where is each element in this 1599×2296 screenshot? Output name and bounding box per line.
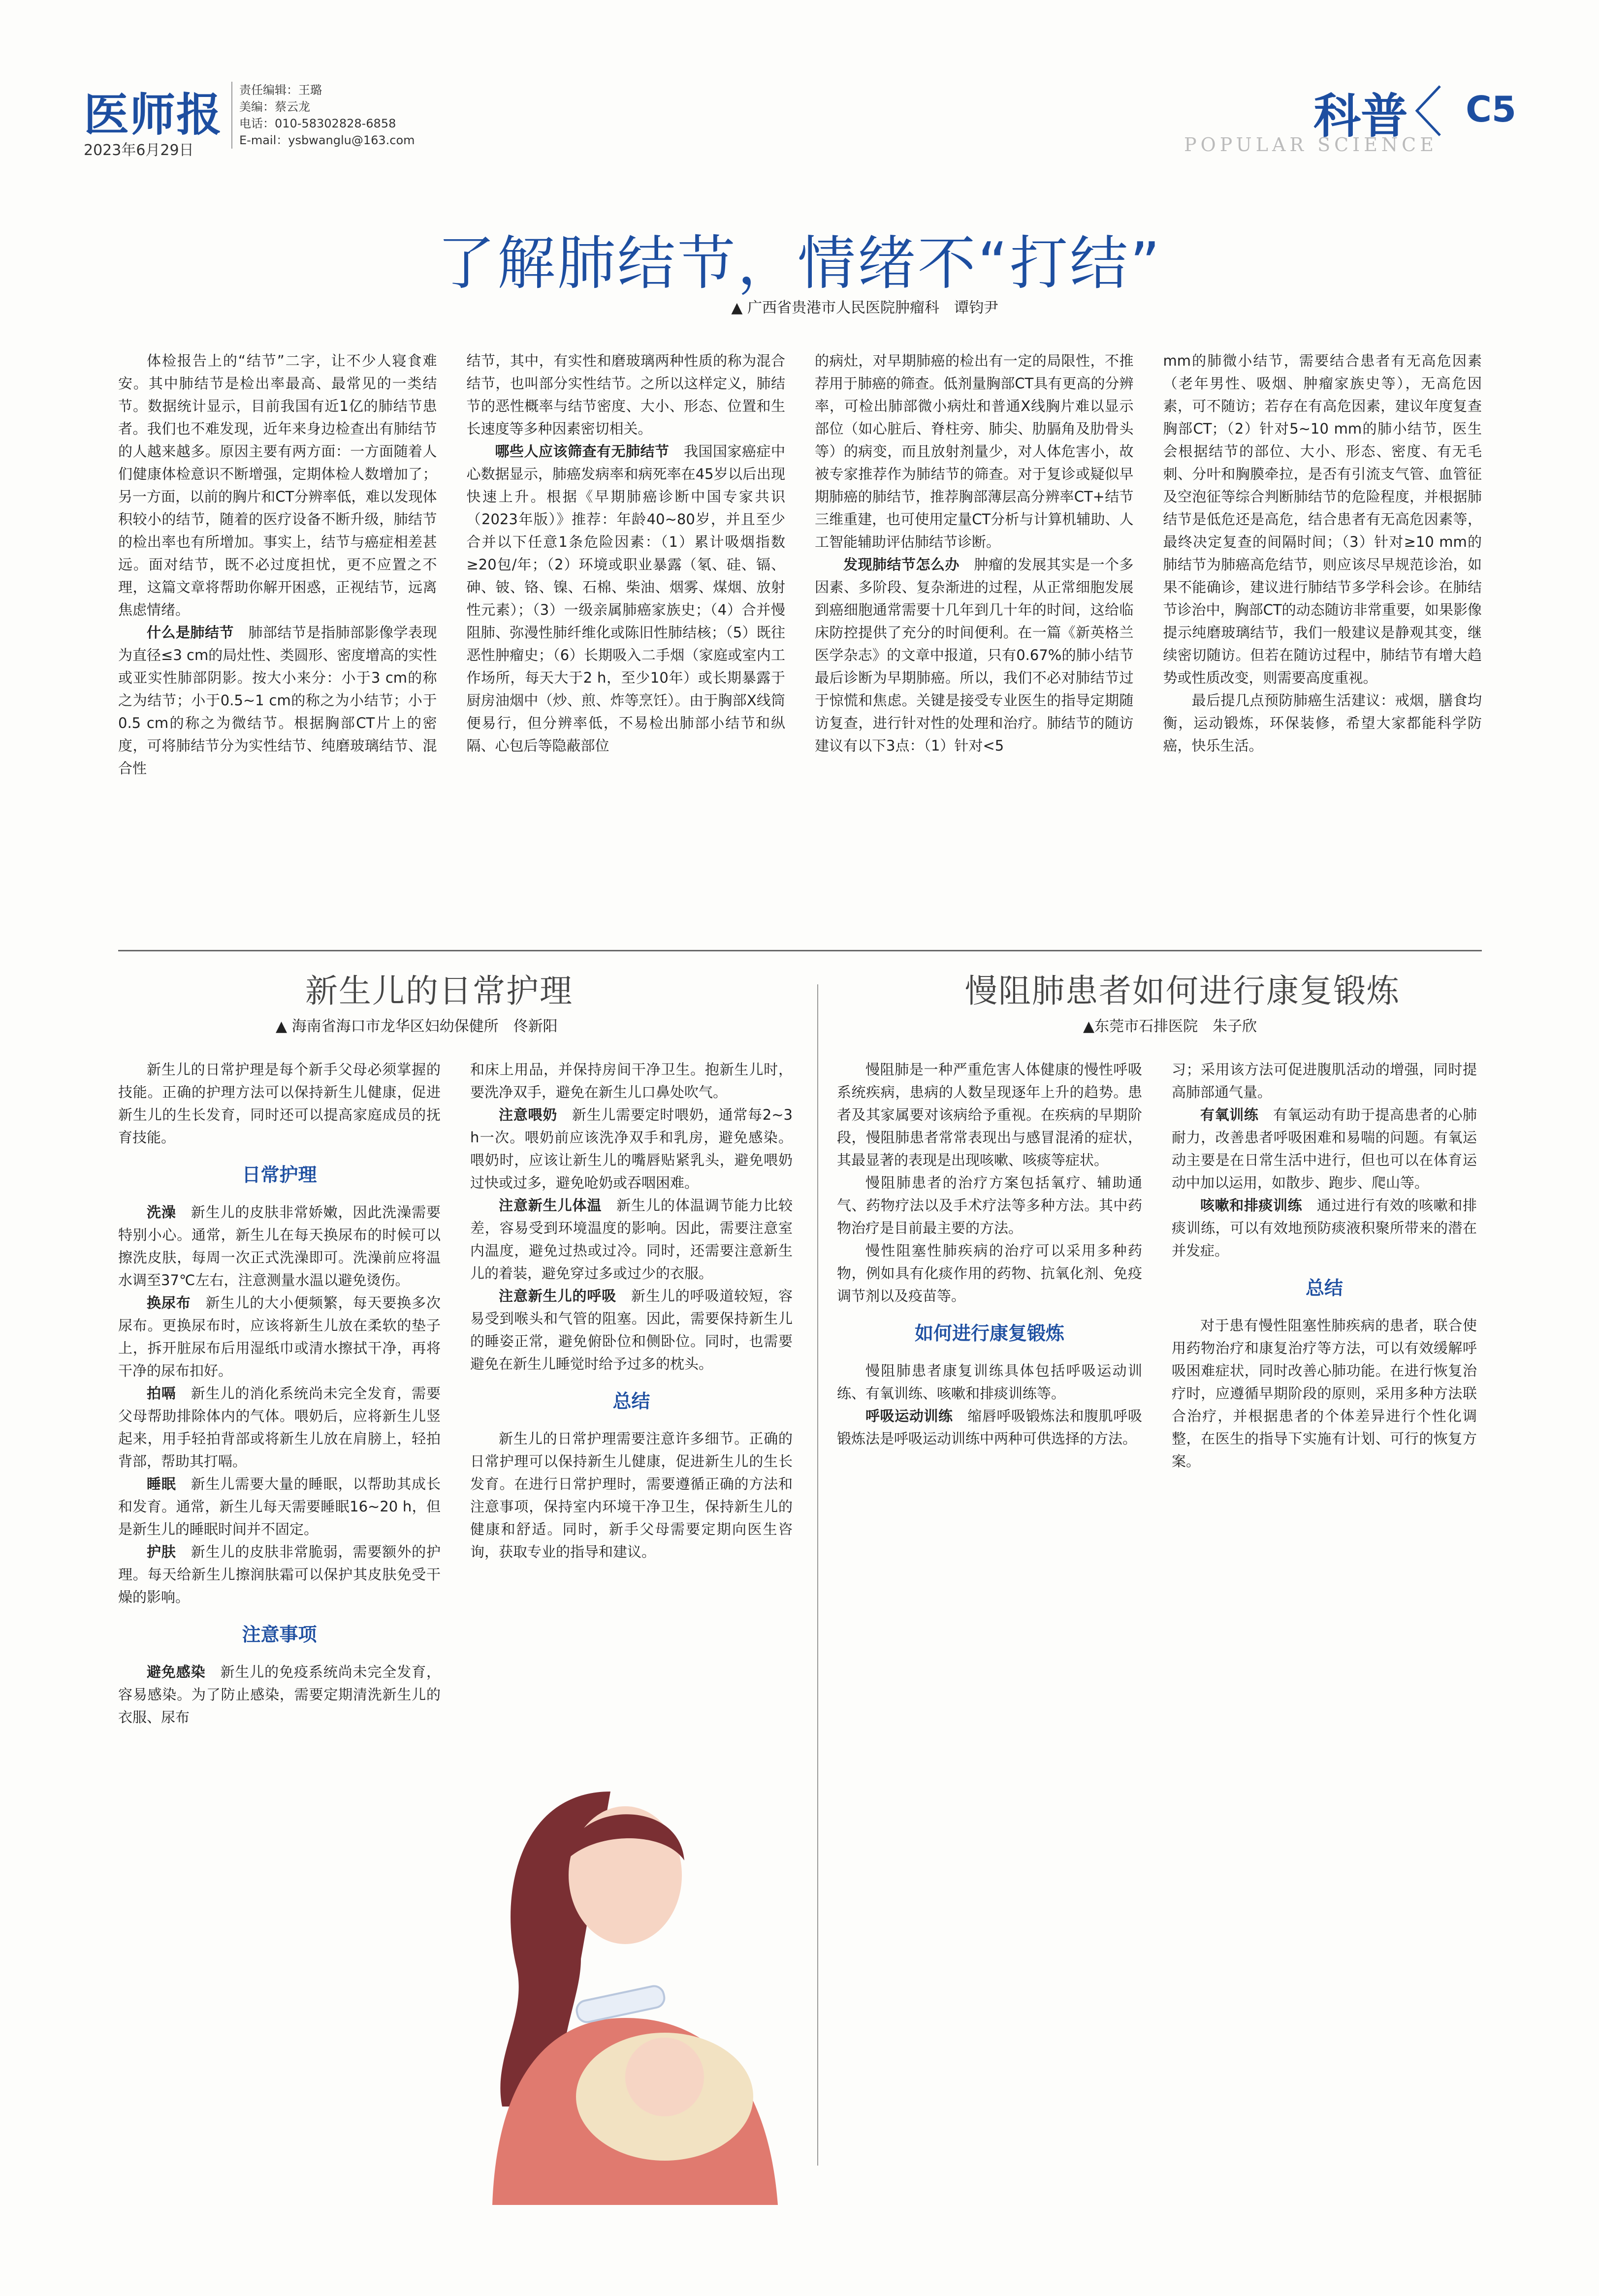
article-byline-newborn: ▲ 海南省海口市龙华区妇幼保健所 佟新阳 (276, 1018, 558, 1035)
article-byline-copd: ▲东莞市石排医院 朱子欣 (1083, 1018, 1257, 1035)
column: mm的肺微小结节，需要结合患者有无高危因素（老年男性、吸烟、肿瘤家族史等），无高危因素，可不随访；若存在有高危因素，建议年度复查胸部CT；（2）针对5~10 mm的肺小结节，医生会根据结节的部位、大小、形态、密度、有无毛刺、分叶和胸膜牵拉，是否有引流支气管、血管征及空泡征等综合判断肺结节的危险程度，并根据肺结节是低危还是高危，结合患者有无高危因素等，最终决定复查的间隔时间；（3）针对≥10 mm的肺结节为肺癌高危结节，则应该尽早规范诊治，如果不能确诊，建议进行肺结节多学科会诊。在肺结节诊治中，胸部CT的动态随访非常重要，如果影像提示纯磨玻璃结节，我们一般建议是静观其变，继续密切随访。但若在随访过程中，肺结节有增大趋势或性质改变，则需要高度重视。 最后提几点预防肺癌生活建议：戒烟，膳食均衡，运动锻炼，环保装修，希望大家都能科学防癌，快乐生活。 (1163, 352, 1482, 754)
column: 习；采用该方法可促进腹肌活动的增强，同时提高肺部通气量。 有氧训练 有氧运动有助于提高患者的心肺耐力，改善患者呼吸困难和易喘的问题。有氧运动主要是在日常生活中进行，但也可以在体育运动中加以运用，如散步、跑步、爬山等。 咳嗽和排痰训练 通过进行有效的咳嗽和排痰训练，可以有效地预防痰液积聚所带来的潜在并发症。 总结 对于患有慢性阻塞性肺疾病的患者，联合使用药物治疗和康复治疗等方法，可以有效缓解呼吸困难症状，同时改善心肺功能。在进行恢复治疗时，应遵循早期阶段的原则，采用多种方法联合治疗，并根据患者的个体差异进行个性化调整，在医生的指导下实施有计划、可行的恢复方案。 (1172, 1061, 1477, 1470)
column: 体检报告上的“结节”二字，让不少人寝食难安。其中肺结节是检出率最高、最常见的一类结节。数据统计显示，目前我国有近1亿的肺结节患者。我们也不难发现，近年来身边检查出有肺结节的人越来越多。原因主要有两方面：一方面随着人们健康体检意识不断增强，定期体检人数增加了；另一方面，以前的胸片和CT分辨率低，难以发现体积较小的结节，随着的医疗设备不断升级，肺结节的检出率也有所增加。事实上，结节与癌症相差甚远。面对结节，既不必过度担忧，更不应置之不理，这篇文章将帮助你解开困惑，正视结节，远离焦虑情绪。 什么是肺结节 肺部结节是指肺部影像学表现为直径≤3 cm的局灶性、类圆形、密度增高的实性或亚实性肺部阴影。按大小来分：小于3 cm的称之为结节；小于0.5~1 cm的称之为小结节；小于0.5 cm的称之为微结节。根据胸部CT片上的密度，可将肺结节分为实性结节、纯磨玻璃结节、混合性 (118, 352, 437, 777)
divider (817, 984, 818, 2166)
column: 和床上用品，并保持房间干净卫生。抱新生儿时，要洗净双手，避免在新生儿口鼻处吹气。 注意喂奶 新生儿需要定时喂奶，通常每2~3 h一次。喂奶前应该洗净双手和乳房，避免感染。喂奶时，应该让新生儿的嘴唇贴紧乳头，避免喂奶过快或过多，避免呛奶或吞咽困难。 注意新生儿体温 新生儿的体温调节能力比较差，容易受到环境温度的影响。因此，需要注意室内温度，避免过热或过冷。同时，还需要注意新生儿的着装，避免穿过多或过少的衣服。 注意新生儿的呼吸 新生儿的呼吸道较短，容易受到喉头和气管的阻塞。因此，需要保持新生儿的睡姿正常，避免俯卧位和侧卧位。同时，也需要避免在新生儿睡觉时给予过多的枕头。 总结 新生儿的日常护理需要注意许多细节。正确的日常护理可以保持新生儿健康，促进新生儿的生长发育。在进行日常护理时，需要遵循正确的方法和注意事项，保持室内环境干净卫生，保持新生儿的健康和舒适。同时，新手父母需要定期向医生咨询，获取专业的指导和建议。 (470, 1061, 793, 1560)
main-article-body (118, 349, 1482, 930)
subheading: 注意事项 (242, 1624, 317, 1645)
section-title: 科普 (1313, 89, 1408, 144)
divider (118, 950, 1482, 951)
page-code: C5 (1466, 89, 1516, 130)
column: 慢阻肺是一种严重危害人体健康的慢性呼吸系统疾病，患病的人数呈现逐年上升的趋势。患者及其家属要对该病给予重视。在疾病的早期阶段，慢阻肺患者常常表现出与感冒混淆的症状，其最显著的表现是出现咳嗽、咳痰等症状。 慢阻肺患者的治疗方案包括氧疗、辅助通气、药物疗法以及手术疗法等多种方法。其中药物治疗是目前最主要的方法。 慢性阻塞性肺疾病的治疗可以采用多种药物，例如具有化痰作用的药物、抗氧化剂、免疫调节剂以及疫苗等。 如何进行康复锻炼 慢阻肺患者康复训练具体包括呼吸运动训练、有氧训练、咳嗽和排痰训练等。 呼吸运动训练 缩唇呼吸锻炼法和腹肌呼吸锻炼法是呼吸运动训练中两种可供选择的方法。 (837, 1061, 1142, 1447)
subheading: 总结 (612, 1390, 650, 1412)
logo: 医师报 (84, 88, 223, 141)
mother-baby-illustration (433, 1762, 817, 2205)
editor-info: 责任编辑：王璐 美编：蔡云龙 电话：010-58302828-6858 E-mail：ysbwanglu@163.com (231, 82, 415, 149)
column: 结节，其中，有实性和磨玻璃两种性质的称为混合结节，也叫部分实性结节。之所以这样定义，肺结节的恶性概率与结节密度、大小、形态、位置和生长速度等多种因素密切相关。 哪些人应该筛查有无肺结节 我国国家癌症中心数据显示，肺癌发病率和病死率在45岁以后出现快速上升。根据《早期肺癌诊断中国专家共识（2023年版）》推荐：年龄40~80岁，并且至少合并以下任意1条危险因素：（1）累计吸烟指数≥20包/年；（2）环境或职业暴露（氡、硅、镉、砷、铍、铬、镍、石棉、柴油、烟雾、煤烟、放射性元素）；（3）一级亲属肺癌家族史；（4）合并慢阻肺、弥漫性肺纤维化或陈旧性肺结核；（5）既往恶性肿瘤史；（6）长期吸入二手烟（家庭或室内工作场所，每天大于2 h，至少10年）或长期暴露于厨房油烟中（炒、煎、炸等烹饪）。由于胸部X线筒便易行，但分辨率低，不易检出肺部小结节和纵隔、心包后等隐蔽部位 (466, 352, 785, 754)
newborn-article-body (118, 1058, 793, 1729)
article-title-newborn: 新生儿的日常护理 (305, 972, 573, 1010)
chevron-left-icon (1413, 84, 1442, 138)
copd-article-body (837, 1058, 1477, 1473)
subheading: 日常护理 (242, 1164, 317, 1186)
issue-date: 2023年6月29日 (84, 142, 194, 159)
section-english: POPULAR SCIENCE (1184, 134, 1438, 156)
main-headline: 了解肺结节，情绪不“打结” (437, 229, 1162, 297)
subheading: 总结 (1305, 1277, 1343, 1299)
column: 新生儿的日常护理是每个新手父母必须掌握的技能。正确的护理方法可以保持新生儿健康，促进新生儿的生长发育，同时还可以提高家庭成员的抚育技能。 日常护理 洗澡 新生儿的皮肤非常娇嫩，因此洗澡需要特别小心。通常，新生儿在每天换尿布的时候可以擦洗皮肤，每周一次正式洗澡即可。洗澡前应将温水调至37℃左右，注意测量水温以避免烫伤。 换尿布 新生儿的大小便频繁，每天要换多次尿布。更换尿布时，应该将新生儿放在柔软的垫子上，拆开脏尿布后用湿纸巾或清水擦拭干净，再将干净的尿布扣好。 拍嗝 新生儿的消化系统尚未完全发育，需要父母帮助排除体内的气体。喂奶后，应将新生儿竖起来，用手轻拍背部或将新生儿放在肩膀上，轻拍背部，帮助其打嗝。 睡眠 新生儿需要大量的睡眠，以帮助其成长和发育。通常，新生儿每天需要睡眠16~20 h，但是新生儿的睡眠时间并不固定。 护肤 新生儿的皮肤非常脆弱，需要额外的护理。每天给新生儿擦润肤霜可以保护其皮肤免受干燥的影响。 注意事项 避免感染 新生儿的免疫系统尚未完全发育，容易感染。为了防止感染，需要定期清洗新生儿的衣服、尿布 (118, 1061, 441, 1726)
masthead (84, 79, 1516, 162)
column: 的病灶，对早期肺癌的检出有一定的局限性，不推荐用于肺癌的筛查。低剂量胸部CT具有更高的分辨率，可检出肺部微小病灶和普通X线胸片难以显示部位（如心脏后、脊柱旁、肺尖、肋膈角及肋骨头等）的病变，而且放射剂量少，对人体危害小，故被专家推荐作为肺结节的筛查。对于复诊或疑似早期肺癌的肺结节，推荐胸部薄层高分辨率CT+结节三维重建，也可使用定量CT分析与计算机辅助、人工智能辅助评估肺结节诊断。 发现肺结节怎么办 肿瘤的发展其实是一个多因素、多阶段、复杂渐进的过程，从正常细胞发展到癌细胞通常需要十几年到几十年的时间，这给临床防控提供了充分的时间便利。在一篇《新英格兰医学杂志》的文章中报道，只有0.67%的肺小结节最后诊断为早期肺癌。所以，我们不必对肺结节过于惊慌和焦虑。关键是接受专业医生的指导定期随访复查，进行针对性的处理和治疗。肺结节的随访建议有以下3点：（1）针对<5 (815, 352, 1134, 754)
subheading: 如何进行康复锻炼 (914, 1322, 1064, 1344)
main-byline: ▲ 广西省贵港市人民医院肿瘤科 谭钧尹 (731, 299, 998, 316)
article-title-copd: 慢阻肺患者如何进行康复锻炼 (965, 972, 1400, 1010)
